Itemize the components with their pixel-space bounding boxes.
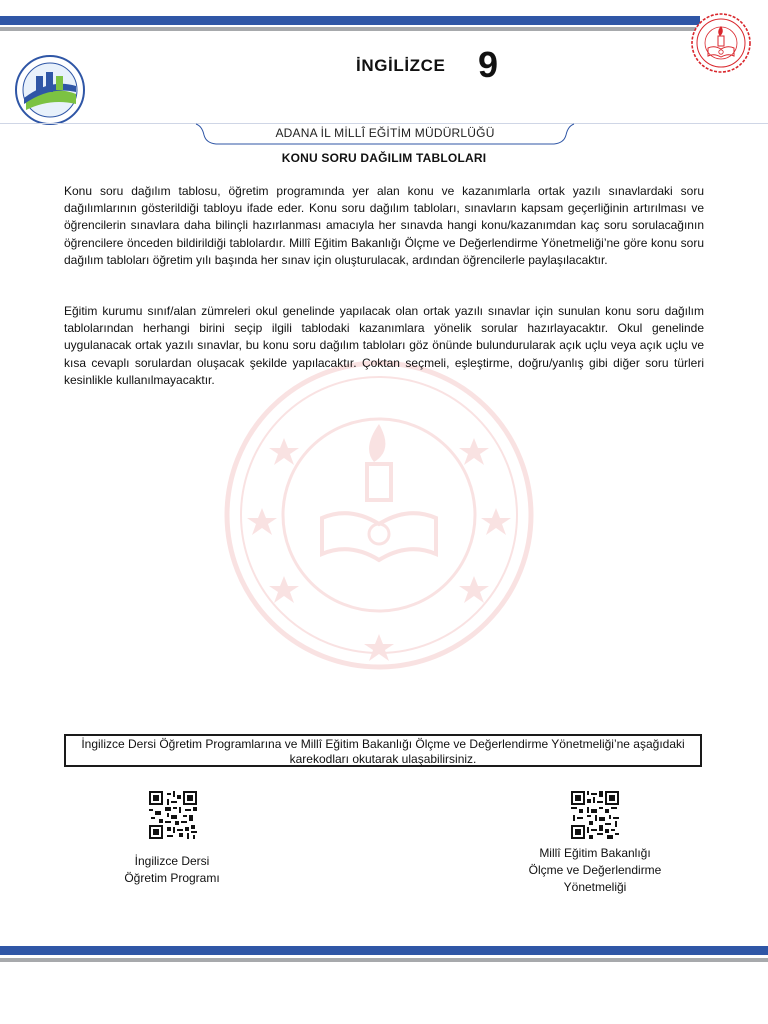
subject-title: İNGİLİZCE <box>356 56 446 75</box>
ministry-seal-watermark-icon <box>222 358 536 672</box>
document-title: KONU SORU DAĞILIM TABLOLARI <box>281 151 487 165</box>
qr-note-box: İngilizce Dersi Öğretim Programlarına ve Millî Eğitim Bakanlığı Ölçme ve Değerlendirme Yönetmeliği’ne aşağıdaki karekodları okutarak ulaşabilirsiniz. <box>64 734 702 767</box>
caption-line: Millî Eğitim Bakanlığı <box>539 846 651 860</box>
qr-code-icon[interactable] <box>149 791 197 839</box>
caption-line: Ölçme ve Değerlendirme <box>528 863 662 877</box>
qr-code-icon[interactable] <box>571 791 619 839</box>
paragraph-1: Konu soru dağılım tablosu, öğretim programında yer alan konu ve kazanımlarla ortak yazılı sınavlardaki soru dağılımlarının gösterildiği tabloyu ifade eder. Konu soru dağılım tabloları, sınavların kapsam geçerliğinin artırılması ve öğrencilerin sınavlara daha bilinçli hazırlanması amacıyla her sınavda hangi konu/kazanımdan kaç soru sorulacağının öğrencilere önceden bildirildiği tablolardır. Millî Eğitim Bakanlığı Ölçme ve Değerlendirme Yönetmeliği’ne göre konu soru dağılım tabloları öğretim yılı başında her sınav için oluşturulacak, ardından öğrencilerle paylaşılacaktır. <box>64 184 704 267</box>
directorate-name: ADANA İL MİLLÎ EĞİTİM MÜDÜRLÜĞÜ <box>275 126 495 140</box>
qr-caption-regulation <box>515 845 675 896</box>
paragraph-2: Eğitim kurumu sınıf/alan zümreleri okul genelinde yapılacak olan ortak yazılı sınavlar için sunulan konu soru dağılım tablolarından herhangi birini seçip ilgili tablodaki kazanımlara yönelik sorular hazırlayacaktır. Okul genelinde uygulanacak ortak yazılı sınavlar, bu konu soru dağılım tabloları göz önünde bulundurularak açık uçlu veya açık uçlu ve kısa cevaplı sorulardan oluşacak şekilde yapılacaktır. Çoktan seçmeli, eşleştirme, doğru/yanlış gibi diğer soru türleri kesinlikle kullanılmayacaktır. <box>64 304 704 387</box>
caption-line: Yönetmeliği <box>563 880 627 894</box>
caption-line: İngilizce Dersi <box>134 854 210 868</box>
bottom-blue-band <box>0 946 768 955</box>
ministry-measurement-logo-icon <box>14 54 86 126</box>
qr-caption-curriculum <box>92 853 252 887</box>
caption-line: Öğretim Programı <box>124 871 220 885</box>
grade-number: 9 <box>478 44 499 85</box>
ministry-seal-icon <box>690 12 752 74</box>
top-blue-band <box>0 16 700 25</box>
bottom-gray-band <box>0 958 768 962</box>
top-gray-band <box>0 27 700 31</box>
